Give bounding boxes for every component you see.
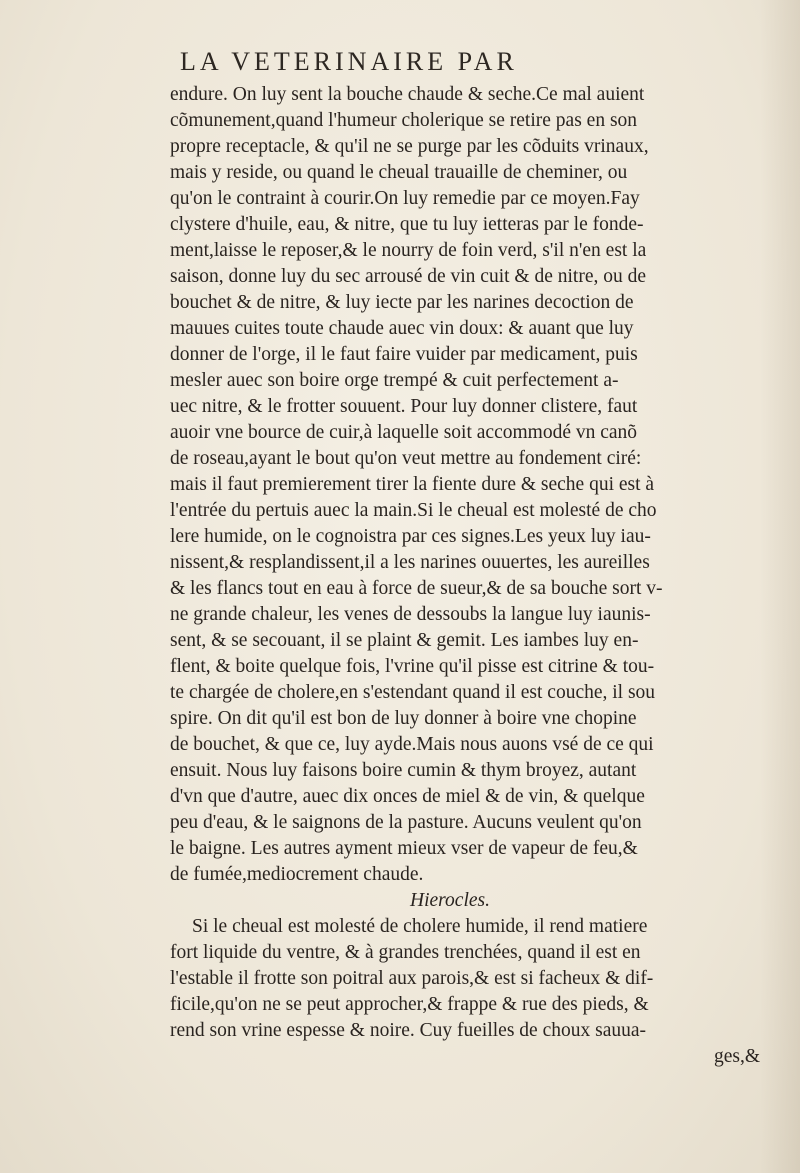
running-head: LA VETERINAIRE PAR — [180, 47, 518, 76]
text-line: clystere d'huile, eau, & nitre, que tu luy ietteras par le fonde- — [170, 214, 644, 235]
text-line: saison, donne luy du sec arrousé de vin cuit & de nitre, ou de — [170, 266, 647, 287]
text-line: rend son vrine espesse & noire. Cuy fueilles de choux sauua- — [170, 1020, 646, 1041]
text-line: le baigne. Les autres ayment mieux vser de vapeur de feu,& — [170, 838, 638, 859]
text-line: fort liquide du ventre, & à grandes trenchées, quand il est en — [170, 942, 641, 963]
text-line: l'estable il frotte son poitral aux parois,& est si facheux & dif- — [170, 968, 654, 989]
text-line: qu'on le contraint à courir.On luy remedie par ce moyen.Fay — [170, 188, 640, 209]
text-line: d'vn que d'autre, auec dix onces de miel & de vin, & quelque — [170, 786, 645, 807]
body-text — [170, 82, 790, 1070]
text-line: Si le cheual est molesté de cholere humide, il rend matiere — [192, 916, 648, 937]
text-line: sent, & se secouant, il se plaint & gemit. Les iambes luy en- — [170, 630, 639, 651]
text-line: peu d'eau, & le saignons de la pasture. Aucuns veulent qu'on — [170, 812, 642, 833]
text-line: donner de l'orge, il le faut faire vuider par medicament, puis — [170, 344, 638, 365]
text-line: spire. On dit qu'il est bon de luy donner à boire vne chopine — [170, 708, 637, 729]
paragraph-block — [170, 82, 790, 888]
text-line: mais y reside, ou quand le cheual trauaille de cheminer, ou — [170, 162, 628, 183]
text-line: ficile,qu'on ne se peut approcher,& frappe & rue des pieds, & — [170, 994, 649, 1015]
text-line: endure. On luy sent la bouche chaude & seche.Ce mal auient — [170, 84, 645, 105]
text-line: te chargée de cholere,en s'estendant quand il est couche, il sou — [170, 682, 656, 703]
text-line: propre receptacle, & qu'il ne se purge par les cõduits vrinaux, — [170, 136, 649, 157]
text-line: ne grande chaleur, les venes de dessoubs la langue luy iaunis- — [170, 604, 651, 625]
text-line: flent, & boite quelque fois, l'vrine qu'il pisse est citrine & tou- — [170, 656, 655, 677]
text-line: mauues cuites toute chaude auec vin doux: & auant que luy — [170, 318, 634, 339]
text-line: de fumée,mediocrement chaude. — [170, 864, 424, 885]
text-line: uec nitre, & le frotter souuent. Pour luy donner clistere, faut — [170, 396, 638, 417]
text-line: de roseau,ayant le bout qu'on veut mettre au fondement ciré: — [170, 448, 642, 469]
text-line: ment,laisse le reposer,& le nourry de foin verd, s'il n'en est la — [170, 240, 647, 261]
text-line: ensuit. Nous luy faisons boire cumin & thym broyez, autant — [170, 760, 637, 781]
text-line: cõmunement,quand l'humeur cholerique se retire pas en son — [170, 110, 638, 131]
text-line: mesler auec son boire orge trempé & cuit perfectement a- — [170, 370, 619, 391]
section-heading: Hierocles. — [410, 890, 490, 911]
text-line: lere humide, on le cognoistra par ces signes.Les yeux luy iau- — [170, 526, 651, 547]
text-line: bouchet & de nitre, & luy iecte par les narines decoction de — [170, 292, 634, 313]
catchword: ges,& — [713, 1046, 760, 1067]
text-line: de bouchet, & que ce, luy ayde.Mais nous auons vsé de ce qui — [170, 734, 654, 755]
text-line: & les flancs tout en eau à force de sueur,& de sa bouche sort v- — [170, 578, 663, 599]
paragraph-block-after-heading — [170, 914, 790, 1044]
text-line: mais il faut premierement tirer la fiente dure & seche qui est à — [170, 474, 655, 495]
text-line: nissent,& resplandissent,il a les narines ouuertes, les aureilles — [170, 552, 650, 573]
text-line: l'entrée du pertuis auec la main.Si le cheual est molesté de cho — [170, 500, 657, 521]
text-line: auoir vne bource de cuir,à laquelle soit accommodé vn canõ — [170, 422, 638, 443]
